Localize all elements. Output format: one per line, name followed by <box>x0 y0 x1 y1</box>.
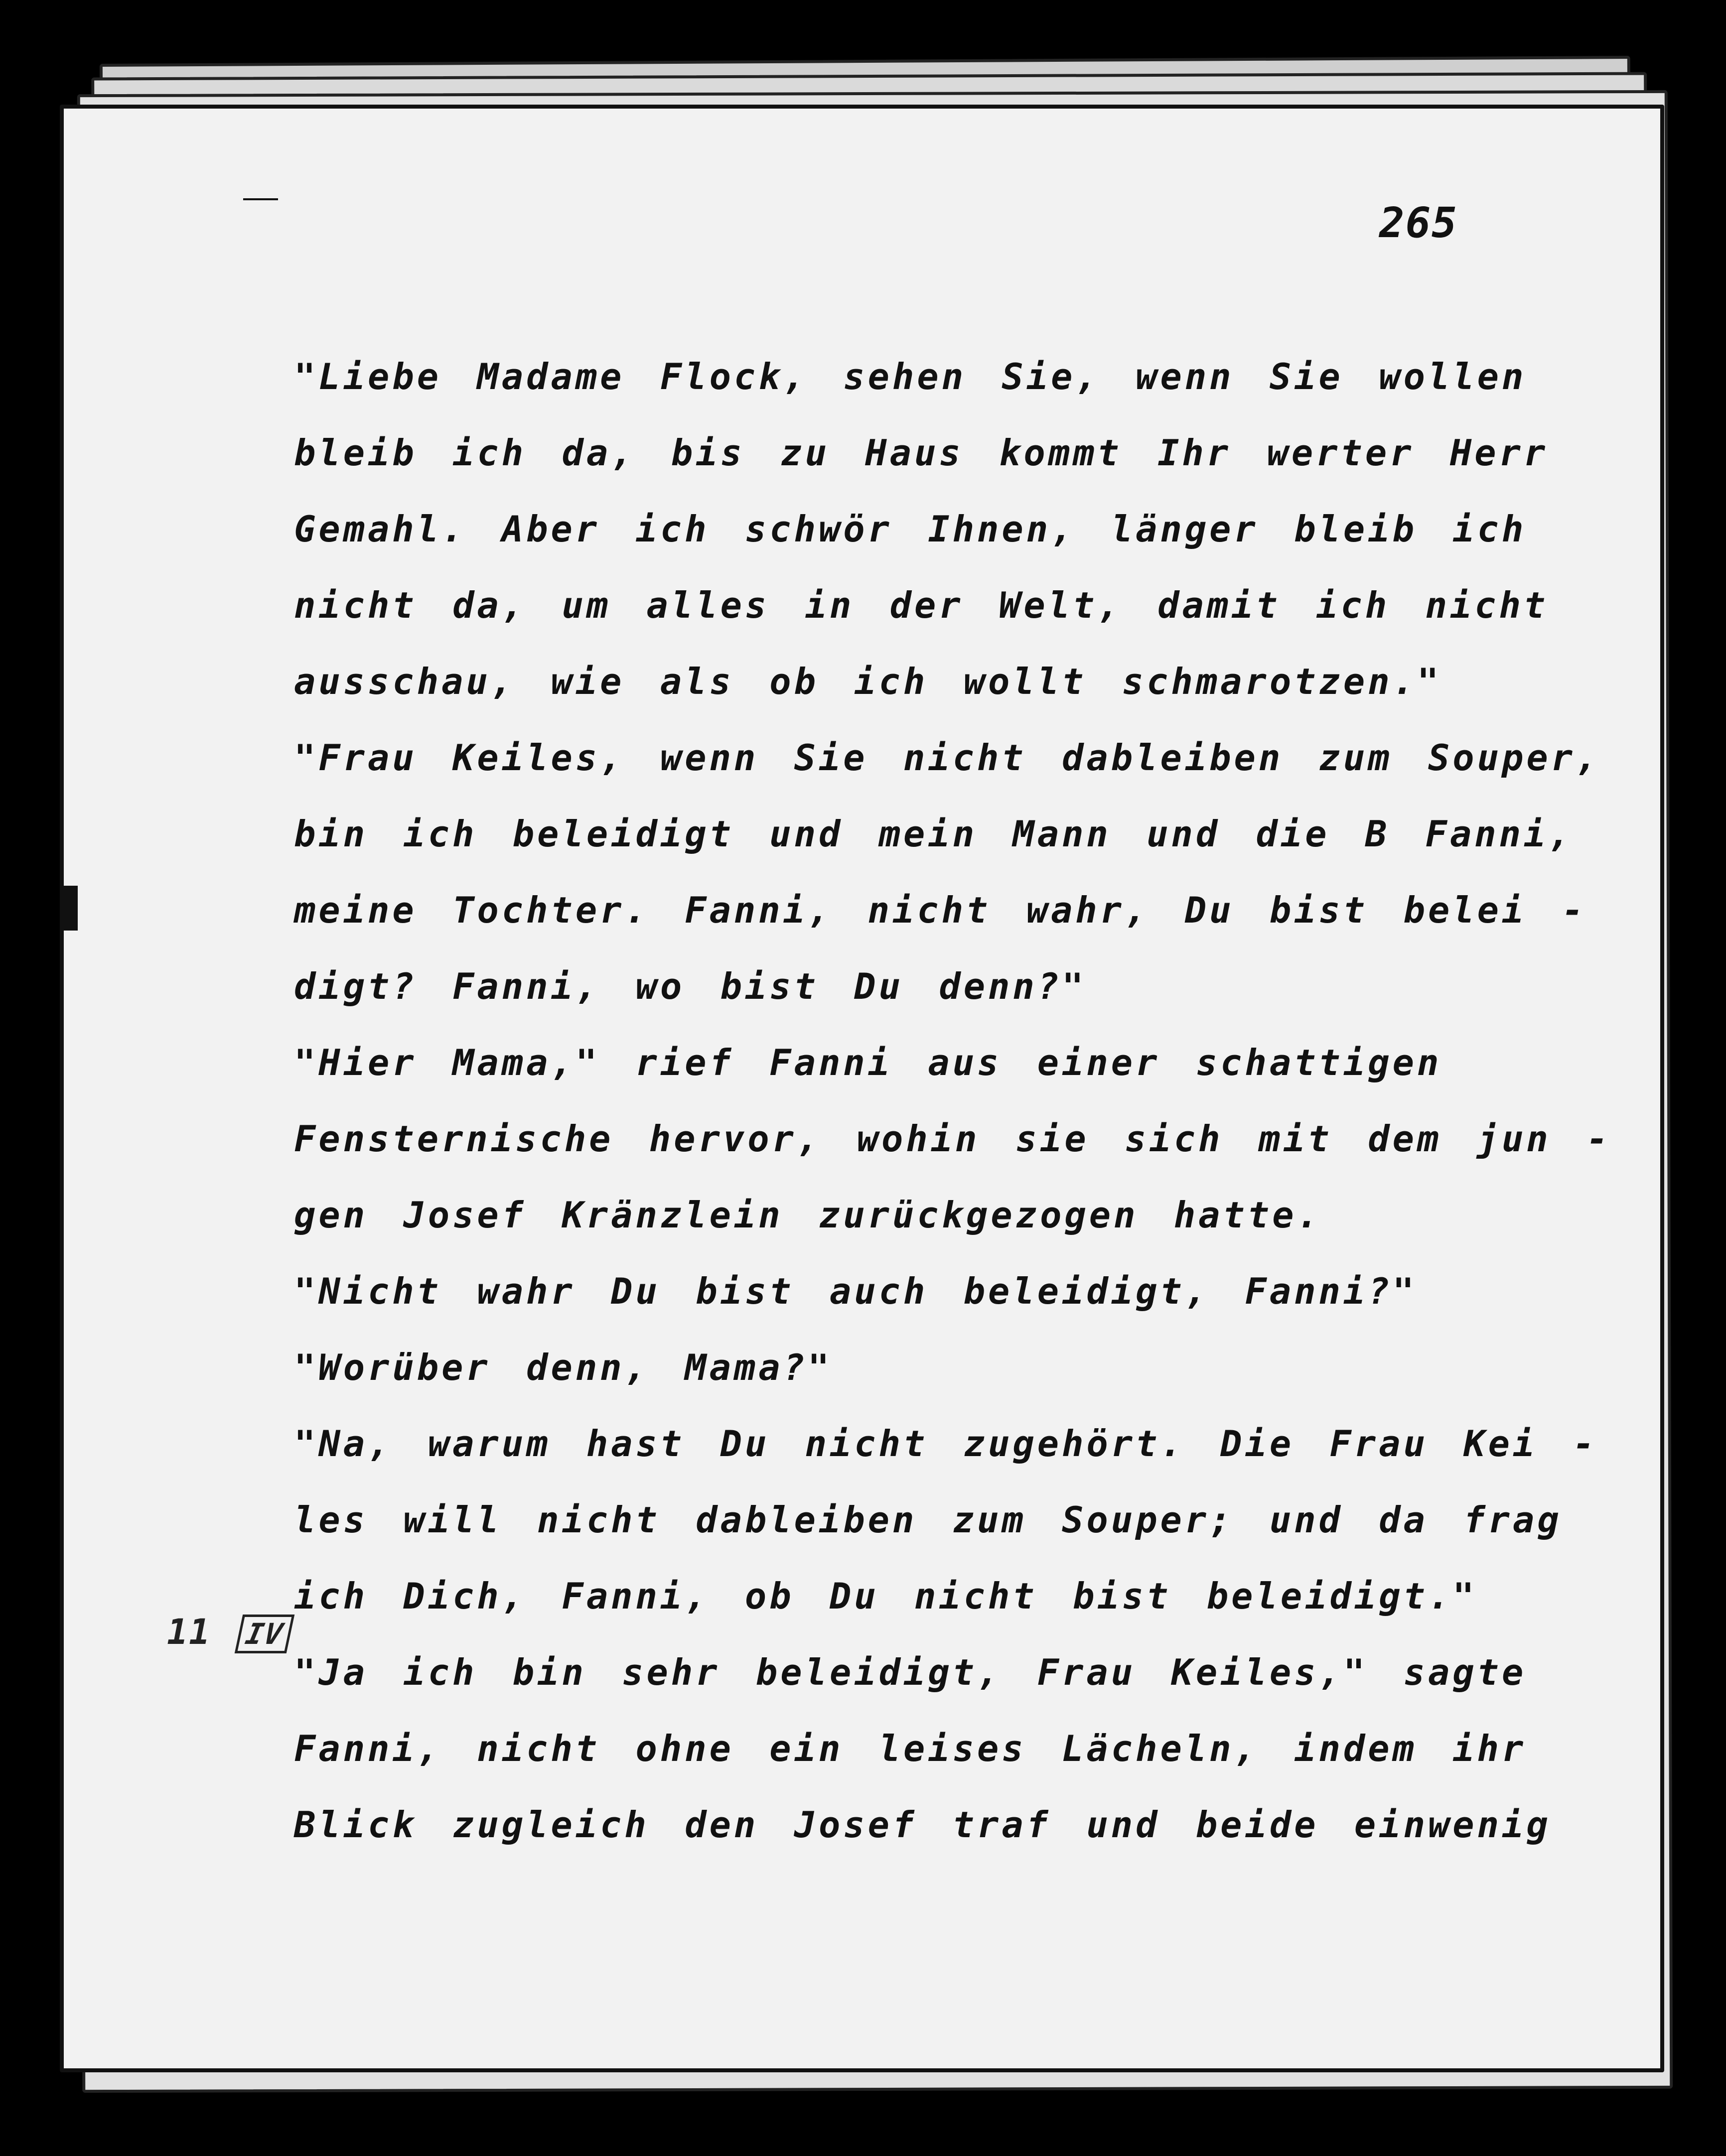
text-line: digt? Fanni, wo bist Du denn?" <box>294 965 1087 1007</box>
text-line: les will nicht dableiben zum Souper; und da frag <box>294 1499 1562 1541</box>
text-line: Gemahl. Aber ich schwör Ihnen, länger bleib ich <box>294 508 1527 550</box>
body-text <box>294 339 1611 1863</box>
text-line: gen Josef Kränzlein zurückgezogen hatte. <box>294 1194 1321 1236</box>
text-line: "Worüber denn, Mama?" <box>294 1347 833 1388</box>
margin-note-number: 11 <box>167 1612 211 1652</box>
left-margin-mark <box>243 198 278 200</box>
text-line: "Liebe Madame Flock, sehen Sie, wenn Sie wollen <box>294 356 1527 398</box>
text-line: Fanni, nicht ohne ein leises Lächeln, indem ihr <box>294 1728 1527 1769</box>
text-line: bleib ich da, bis zu Haus kommt Ihr werter Herr <box>294 432 1549 474</box>
text-line: meine Tochter. Fanni, nicht wahr, Du bist belei - <box>294 889 1587 931</box>
text-line: Blick zugleich den Josef traf und beide einwenig <box>294 1804 1551 1846</box>
margin-note-boxed-numeral: IV <box>235 1615 294 1653</box>
text-line: ausschau, wie als ob ich wollt schmarotzen." <box>294 661 1442 702</box>
text-line: "Ja ich bin sehr beleidigt, Frau Keiles," sagte <box>294 1651 1527 1693</box>
text-line: bin ich beleidigt und mein Mann und die B Fanni, <box>294 813 1573 855</box>
text-line: "Hier Mama," rief Fanni aus einer schattigen <box>294 1042 1442 1083</box>
text-line: "Na, warum hast Du nicht zugehört. Die Frau Kei - <box>294 1423 1598 1465</box>
margin-note <box>167 1612 290 1653</box>
text-line: "Nicht wahr Du bist auch beleidigt, Fanni?" <box>294 1270 1417 1312</box>
page-number: 265 <box>1379 198 1458 247</box>
left-margin-mark <box>64 886 78 931</box>
text-line: Fensternische hervor, wohin sie sich mit dem jun - <box>294 1118 1611 1160</box>
text-line: ich Dich, Fanni, ob Du nicht bist beleidigt." <box>294 1575 1477 1617</box>
text-line: "Frau Keiles, wenn Sie nicht dableiben zum Souper, <box>294 737 1600 779</box>
text-line: nicht da, um alles in der Welt, damit ich nicht <box>294 584 1549 626</box>
